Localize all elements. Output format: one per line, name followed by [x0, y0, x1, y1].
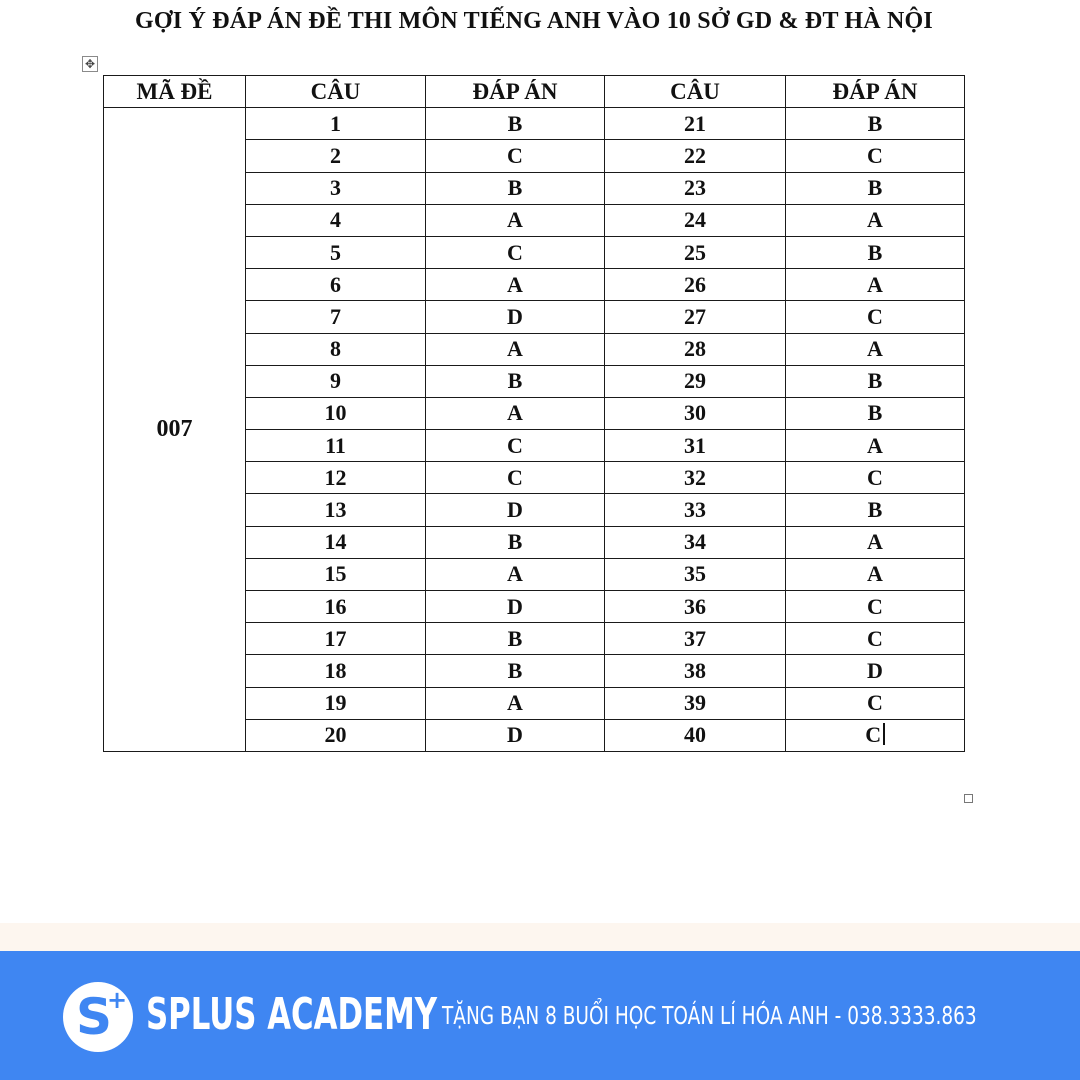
page-title: GỢI Ý ĐÁP ÁN ĐỀ THI MÔN TIẾNG ANH VÀO 10 SỞ GD & ĐT HÀ NỘI	[135, 8, 933, 34]
question-number-cell[interactable]	[246, 591, 426, 623]
answer-cell-text: C	[867, 690, 883, 716]
question-number-cell[interactable]	[246, 365, 426, 397]
answer-cell[interactable]	[426, 108, 605, 140]
answer-cell[interactable]	[426, 462, 605, 494]
question-number-cell-text: 4	[330, 207, 341, 233]
answer-cell-text: B	[507, 657, 523, 683]
answer-cell-text: C	[867, 142, 883, 168]
question-number-cell-text: 33	[684, 497, 706, 523]
question-number-cell-text: 16	[324, 593, 347, 619]
splus-logo	[63, 982, 133, 1052]
question-number-cell-text: 34	[684, 529, 706, 555]
answer-cell[interactable]	[786, 236, 965, 268]
question-number-cell[interactable]	[605, 397, 786, 429]
answer-cell[interactable]	[786, 462, 965, 494]
question-number-cell-text: 21	[684, 110, 706, 136]
answer-cell-text: A	[507, 400, 523, 426]
answer-cell-text: D	[507, 593, 523, 619]
brand-name: SPLUS ACADEMY	[146, 989, 438, 1040]
question-number-cell[interactable]	[246, 108, 426, 140]
answer-cell-text: B	[507, 175, 523, 201]
answer-cell-text: B	[867, 368, 883, 394]
question-number-cell[interactable]	[605, 687, 786, 719]
answer-cell-text: C	[867, 593, 883, 619]
question-number-cell[interactable]	[605, 140, 786, 172]
question-number-cell-text: 36	[684, 593, 706, 619]
footer-top-strip	[0, 923, 1080, 951]
question-number-cell-text: 19	[324, 690, 347, 716]
answer-cell-text: B	[867, 497, 883, 523]
promo-text: TẶNG BẠN 8 BUỔI HỌC TOÁN LÍ HÓA ANH - 038.3333.863	[442, 1001, 977, 1030]
question-number-cell[interactable]	[605, 430, 786, 462]
answer-cell-text: C	[867, 464, 883, 490]
question-number-cell-text: 37	[684, 625, 706, 651]
question-number-cell-text: 24	[684, 207, 706, 233]
answer-cell[interactable]	[786, 558, 965, 590]
answer-cell[interactable]	[426, 687, 605, 719]
answer-key-table	[103, 75, 965, 752]
question-number-cell-text: 23	[684, 175, 706, 201]
question-number-cell-text: 1	[330, 110, 341, 136]
answer-cell-text: B	[507, 529, 523, 555]
question-number-cell[interactable]	[246, 333, 426, 365]
answer-cell-text: D	[507, 722, 523, 748]
answer-cell[interactable]	[426, 269, 605, 301]
answer-cell-text: A	[507, 561, 523, 587]
header-answer: ĐÁP ÁN	[786, 76, 965, 108]
question-number-cell-text: 38	[684, 657, 706, 683]
answer-cell[interactable]	[426, 204, 605, 236]
answer-cell-text: B	[867, 110, 883, 136]
question-number-cell[interactable]	[246, 623, 426, 655]
question-number-cell-text: 39	[684, 690, 706, 716]
answer-cell[interactable]	[786, 719, 965, 751]
table-resize-handle-icon[interactable]	[964, 794, 973, 803]
answer-cell-text: D	[867, 657, 883, 683]
question-number-cell[interactable]	[246, 526, 426, 558]
question-number-cell[interactable]	[246, 301, 426, 333]
answer-cell-text: C	[507, 464, 523, 490]
question-number-cell[interactable]	[605, 591, 786, 623]
answer-cell[interactable]	[426, 301, 605, 333]
answer-cell-text: A	[507, 690, 523, 716]
answer-cell-text: B	[867, 175, 883, 201]
answer-cell-text: D	[507, 497, 523, 523]
question-number-cell[interactable]	[605, 236, 786, 268]
question-number-cell[interactable]	[605, 204, 786, 236]
question-number-cell[interactable]	[605, 301, 786, 333]
question-number-cell[interactable]	[246, 269, 426, 301]
answer-cell[interactable]	[786, 333, 965, 365]
answer-cell-text: A	[507, 336, 523, 362]
answer-cell-text: A	[507, 271, 523, 297]
question-number-cell[interactable]	[246, 397, 426, 429]
exam-code-cell: 007	[104, 108, 246, 752]
answer-cell-text: C	[507, 432, 523, 458]
question-number-cell-text: 5	[330, 239, 341, 265]
answer-cell[interactable]	[786, 687, 965, 719]
answer-cell[interactable]	[786, 655, 965, 687]
question-number-cell[interactable]	[605, 269, 786, 301]
question-number-cell[interactable]	[605, 494, 786, 526]
question-number-cell-text: 12	[324, 464, 347, 490]
answer-cell-text: C	[867, 303, 883, 329]
question-number-cell-text: 28	[684, 336, 706, 362]
question-number-cell[interactable]	[246, 172, 426, 204]
question-number-cell-text: 15	[324, 561, 347, 587]
answer-cell[interactable]	[426, 719, 605, 751]
logo-letter: S	[75, 988, 112, 1046]
answer-cell-text: A	[867, 561, 883, 587]
question-number-cell[interactable]	[605, 526, 786, 558]
answer-cell[interactable]	[786, 269, 965, 301]
answer-cell[interactable]	[786, 397, 965, 429]
question-number-cell[interactable]	[246, 494, 426, 526]
answer-cell-text: A	[867, 529, 883, 555]
answer-cell-text: A	[867, 207, 883, 233]
question-number-cell-text: 22	[684, 142, 706, 168]
question-number-cell[interactable]	[605, 108, 786, 140]
answer-cell[interactable]	[786, 591, 965, 623]
answer-cell-text: D	[507, 303, 523, 329]
answer-cell-text: B	[507, 110, 523, 136]
answer-cell[interactable]	[786, 623, 965, 655]
answer-cell[interactable]	[786, 172, 965, 204]
answer-cell[interactable]	[426, 236, 605, 268]
answer-cell-text: C	[865, 722, 882, 748]
logo-plus-icon: +	[107, 986, 128, 1014]
question-number-cell-text: 25	[684, 239, 706, 265]
question-number-cell-text: 20	[324, 722, 347, 748]
answer-cell-text: A	[867, 271, 883, 297]
answer-cell[interactable]	[426, 591, 605, 623]
answer-cell[interactable]	[426, 172, 605, 204]
question-number-cell-text: 7	[330, 303, 341, 329]
question-number-cell[interactable]	[605, 365, 786, 397]
answer-cell-text: B	[507, 368, 523, 394]
table-move-handle-icon[interactable]: ✥	[82, 56, 98, 72]
header-question: CÂU	[246, 76, 426, 108]
question-number-cell-text: 31	[684, 432, 706, 458]
answer-cell-text: C	[507, 239, 523, 265]
answer-cell[interactable]	[786, 204, 965, 236]
footer-banner	[0, 951, 1080, 1080]
answer-cell[interactable]	[426, 494, 605, 526]
text-cursor	[883, 723, 885, 745]
question-number-cell-text: 17	[324, 625, 347, 651]
answer-cell[interactable]	[786, 108, 965, 140]
table-row	[104, 108, 965, 140]
answer-cell[interactable]	[786, 526, 965, 558]
answer-cell[interactable]	[426, 397, 605, 429]
question-number-cell[interactable]	[605, 655, 786, 687]
question-number-cell[interactable]	[246, 655, 426, 687]
question-number-cell[interactable]	[246, 140, 426, 172]
question-number-cell-text: 8	[330, 336, 341, 362]
answer-cell[interactable]	[786, 365, 965, 397]
question-number-cell-text: 10	[324, 400, 347, 426]
question-number-cell-text: 2	[330, 142, 341, 168]
question-number-cell-text: 18	[324, 657, 347, 683]
answer-cell-text: B	[867, 239, 883, 265]
answer-cell-text: A	[867, 432, 883, 458]
answer-cell[interactable]	[426, 558, 605, 590]
question-number-cell-text: 9	[330, 368, 341, 394]
answer-cell[interactable]	[786, 430, 965, 462]
question-number-cell-text: 30	[684, 400, 706, 426]
question-number-cell-text: 14	[324, 529, 347, 555]
question-number-cell-text: 32	[684, 464, 706, 490]
question-number-cell-text: 13	[324, 497, 347, 523]
question-number-cell[interactable]	[246, 687, 426, 719]
answer-cell[interactable]	[786, 140, 965, 172]
answer-cell-text: A	[507, 207, 523, 233]
question-number-cell-text: 3	[330, 175, 341, 201]
answer-cell[interactable]	[426, 623, 605, 655]
answer-cell[interactable]	[426, 430, 605, 462]
question-number-cell[interactable]	[246, 204, 426, 236]
answer-cell[interactable]	[426, 365, 605, 397]
answer-cell-text: C	[507, 142, 523, 168]
question-number-cell-text: 6	[330, 271, 341, 297]
answer-cell-text: B	[507, 625, 523, 651]
answer-cell-text: B	[867, 400, 883, 426]
answer-cell-text: A	[867, 336, 883, 362]
question-number-cell[interactable]	[246, 236, 426, 268]
answer-cell-text: C	[867, 625, 883, 651]
question-number-cell[interactable]	[605, 623, 786, 655]
question-number-cell-text: 29	[684, 368, 706, 394]
answer-cell[interactable]	[426, 333, 605, 365]
question-number-cell-text: 35	[684, 561, 706, 587]
answer-cell[interactable]	[426, 140, 605, 172]
question-number-cell-text: 27	[684, 303, 706, 329]
header-question: CÂU	[605, 76, 786, 108]
answer-cell[interactable]	[426, 526, 605, 558]
header-exam-code: MÃ ĐỀ	[104, 76, 246, 108]
question-number-cell[interactable]	[605, 172, 786, 204]
question-number-cell[interactable]	[246, 719, 426, 751]
question-number-cell-text: 11	[325, 432, 346, 458]
header-row	[104, 76, 965, 108]
answer-cell[interactable]	[786, 494, 965, 526]
question-number-cell[interactable]	[246, 462, 426, 494]
question-number-cell-text: 26	[684, 271, 706, 297]
answer-cell[interactable]	[426, 655, 605, 687]
question-number-cell[interactable]	[246, 558, 426, 590]
question-number-cell[interactable]	[605, 462, 786, 494]
question-number-cell[interactable]	[605, 333, 786, 365]
question-number-cell[interactable]	[605, 558, 786, 590]
question-number-cell[interactable]	[246, 430, 426, 462]
header-answer: ĐÁP ÁN	[426, 76, 605, 108]
answer-cell[interactable]	[786, 301, 965, 333]
question-number-cell[interactable]	[605, 719, 786, 751]
question-number-cell-text: 40	[684, 722, 706, 748]
